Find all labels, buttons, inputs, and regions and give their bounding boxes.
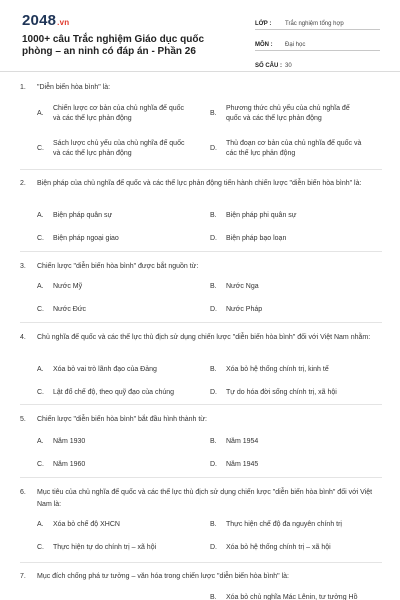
question-number: 4. <box>20 334 26 341</box>
option-letter: B. <box>210 366 217 373</box>
site-logo[interactable] <box>22 12 69 29</box>
option-letter: B. <box>210 594 217 600</box>
option-letter: C. <box>37 145 44 152</box>
document-header <box>0 0 400 70</box>
option-text: Sách lược chủ yếu của chủ nghĩa đế quốc và các thế lực phản động <box>53 140 185 157</box>
option-letter: A. <box>37 212 44 219</box>
option-text: Biện pháp quân sự <box>53 212 113 219</box>
option-text: Thủ đoạn cơ bản của chủ nghĩa đế quốc và các thế lực phản động <box>226 140 362 157</box>
question-text: Mục đích chống phá tư tưởng – văn hóa trong chiến lược "diễn biến hòa bình" là: <box>37 573 289 580</box>
question-number: 2. <box>20 180 26 187</box>
option-text: Xóa bỏ vai trò lãnh đạo của Đảng <box>53 366 157 373</box>
document-meta <box>255 14 380 77</box>
option-letter: D. <box>210 145 217 152</box>
option-letter: C. <box>37 544 44 551</box>
meta-value: Trắc nghiệm tổng hợp <box>285 21 344 27</box>
meta-label: LỚP : <box>255 21 272 27</box>
meta-value: 30 <box>285 63 292 69</box>
option-text: Xóa bỏ chế độ XHCN <box>53 521 120 528</box>
question-number: 3. <box>20 263 26 270</box>
option-text: Năm 1960 <box>53 461 86 468</box>
option-letter: D. <box>210 235 217 242</box>
option-text: Thực hiện tự do chính trị – xã hội <box>53 544 157 551</box>
meta-row-class <box>255 14 380 30</box>
question-number: 6. <box>20 489 26 496</box>
option-letter: D. <box>210 389 217 396</box>
option-text: Xóa bỏ hệ thống chính trị – xã hội <box>226 544 331 551</box>
option-text: Xóa bỏ chủ nghĩa Mác Lênin, tư tưởng Hồ <box>226 594 358 600</box>
option-text: Chiến lược cơ bản của chủ nghĩa đế quốc và các thế lực phản động <box>53 105 185 122</box>
option-letter: C. <box>37 235 44 242</box>
meta-row-count <box>255 56 380 72</box>
option-text: Nước Mỹ <box>53 283 83 290</box>
option-letter: A. <box>37 366 44 373</box>
option-text: Phương thức chủ yếu của chủ nghĩa đế quốc và các thế lực phản động <box>226 105 350 122</box>
option-text: Lật đổ chế độ, theo quỹ đạo của chúng <box>53 389 175 396</box>
question-divider <box>20 251 382 252</box>
option-text: Xóa bỏ hệ thống chính trị, kinh tế <box>226 366 329 373</box>
option-text: Nước Đức <box>53 306 87 313</box>
question-number: 7. <box>20 573 26 580</box>
option-letter: A. <box>37 283 44 290</box>
meta-label: MÔN : <box>255 42 273 48</box>
question-number: 5. <box>20 416 26 423</box>
meta-row-subject <box>255 35 380 51</box>
option-letter: B. <box>210 438 217 445</box>
question-text: Biện pháp của chủ nghĩa đế quốc và các thế lực phản động tiến hành chiến lược "diễn biến hòa bình" là: <box>37 180 362 187</box>
option-text: Biện pháp phi quân sự <box>226 212 297 219</box>
question-divider <box>20 169 382 170</box>
option-letter: B. <box>210 283 217 290</box>
option-letter: C. <box>37 389 44 396</box>
option-text: Năm 1930 <box>53 438 86 445</box>
option-text: Biện pháp bạo loạn <box>226 235 287 242</box>
meta-value: Đại học <box>285 42 306 48</box>
option-text: Thực hiện chế độ đa nguyên chính trị <box>226 521 342 528</box>
option-letter: A. <box>37 110 44 117</box>
question-divider <box>20 477 382 478</box>
header-divider <box>0 71 400 72</box>
question-number: 1. <box>20 84 26 91</box>
option-letter: B. <box>210 110 217 117</box>
question-divider <box>20 404 382 405</box>
question-divider <box>20 562 382 563</box>
option-letter: D. <box>210 461 217 468</box>
option-text: Năm 1954 <box>226 438 259 445</box>
option-letter: A. <box>37 438 44 445</box>
option-letter: B. <box>210 521 217 528</box>
logo-tld: .vn <box>57 18 70 27</box>
option-text: Năm 1945 <box>226 461 259 468</box>
question-text: Chiến lược "diễn biến hòa bình" được bắt nguồn từ: <box>37 263 199 270</box>
question-divider <box>20 322 382 323</box>
document-title: 1000+ câu Trắc nghiệm Giáo dục quốc phòng – an ninh có đáp án - Phần 26 <box>22 34 205 57</box>
meta-label: SỐ CÂU : <box>255 63 282 69</box>
option-text: Nước Nga <box>226 283 259 290</box>
option-letter: D. <box>210 306 217 313</box>
question-text: Chủ nghĩa đế quốc và các thế lực thù địch sử dụng chiến lược "diễn biến hòa bình" đối với Việt Nam nhằm: <box>37 334 371 341</box>
question-text: Chiến lược "diễn biến hòa bình" bắt đầu hình thành từ: <box>37 416 207 423</box>
option-text: Tự do hóa đời sống chính trị, xã hội <box>226 389 337 396</box>
option-letter: B. <box>210 212 217 219</box>
question-text: Mục tiêu của chủ nghĩa đế quốc và các thế lực thù địch sử dụng chiến lược "diễn biến hòa bình" đối với Việt Nam là: <box>37 489 373 508</box>
option-letter: A. <box>37 521 44 528</box>
logo-text: 2048 <box>22 12 57 29</box>
question-text: "Diễn biến hòa bình" là: <box>37 84 111 91</box>
option-text: Nước Pháp <box>226 306 263 313</box>
option-letter: C. <box>37 306 44 313</box>
option-text: Biện pháp ngoại giao <box>53 235 119 242</box>
option-letter: C. <box>37 461 44 468</box>
option-letter: D. <box>210 544 217 551</box>
